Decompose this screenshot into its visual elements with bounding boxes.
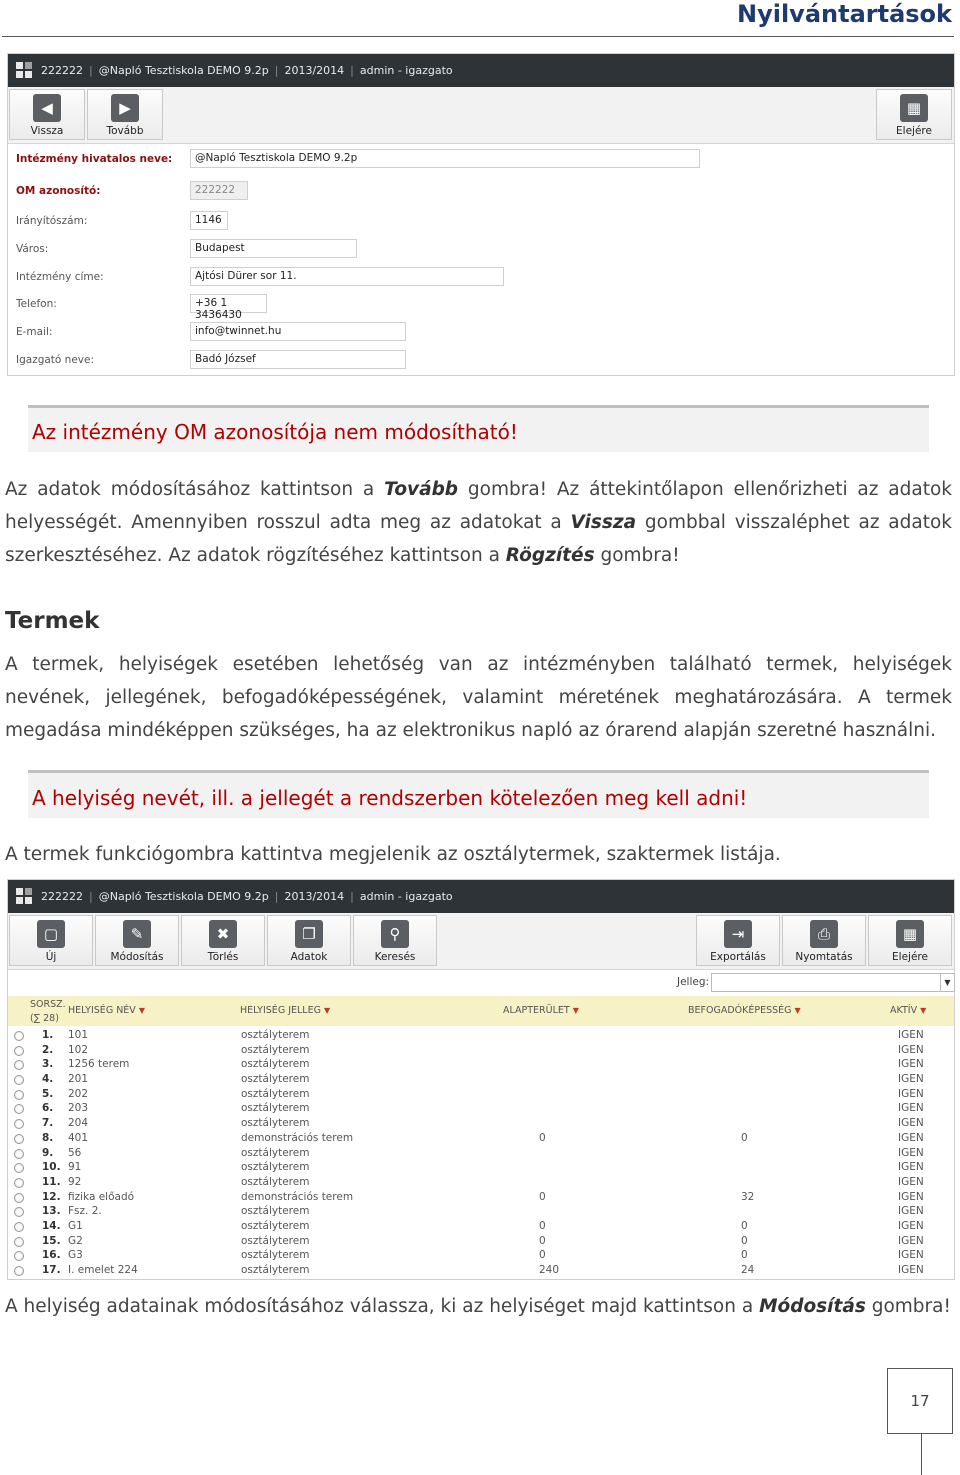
modify-instructions-paragraph — [5, 1290, 952, 1323]
type-filter-label: Jelleg: — [677, 976, 710, 988]
row-select-radio[interactable] — [14, 1119, 24, 1129]
start-button[interactable] — [876, 89, 952, 140]
grid-header — [8, 996, 954, 1026]
phone-field[interactable]: +36 1 3436430 — [190, 294, 267, 313]
room-capacity: 32 — [741, 1190, 755, 1203]
row-select-radio[interactable] — [14, 1149, 24, 1159]
col-name-header[interactable] — [68, 1005, 145, 1016]
titlebar-id: 222222 — [41, 890, 83, 903]
col-seq[interactable]: SORSZ. — [30, 999, 66, 1010]
room-type: osztályterem — [241, 1058, 310, 1071]
table-row[interactable] — [8, 1176, 954, 1191]
col-area: ALAPTERÜLET — [503, 1005, 570, 1016]
arrow-right-icon: ▶ — [111, 94, 139, 122]
room-active: IGEN — [898, 1219, 924, 1232]
next-button[interactable] — [87, 89, 163, 140]
row-number: 16. — [42, 1249, 61, 1262]
row-select-radio[interactable] — [14, 1237, 24, 1247]
room-name: 401 — [68, 1131, 89, 1144]
table-row[interactable] — [8, 1191, 954, 1206]
om-id-warning-text: Az intézmény OM azonosítója nem módosítható! — [32, 420, 518, 444]
table-row[interactable] — [8, 1029, 954, 1044]
table-row[interactable] — [8, 1147, 954, 1162]
room-capacity: 0 — [741, 1234, 748, 1247]
table-row[interactable] — [8, 1088, 954, 1103]
table-row[interactable] — [8, 1249, 954, 1264]
delete-x-icon: ✖ — [209, 920, 237, 948]
para1-bold-back: Vissza — [570, 512, 637, 533]
row-number: 15. — [42, 1234, 61, 1247]
app-logo-icon — [16, 888, 33, 905]
modify-button-label: Módosítás — [110, 951, 164, 963]
label-om-id: OM azonosító: — [16, 185, 101, 197]
zip-field[interactable]: 1146 — [190, 211, 228, 230]
printer-icon: ⎙ — [810, 920, 838, 948]
row-number: 3. — [42, 1058, 54, 1071]
row-select-radio[interactable] — [14, 1090, 24, 1100]
data-button[interactable] — [267, 915, 351, 966]
sort-down-icon: ▼ — [920, 1006, 927, 1015]
row-number: 17. — [42, 1264, 61, 1276]
sort-down-icon: ▼ — [138, 1006, 145, 1015]
header-rule — [2, 36, 954, 37]
room-name: 202 — [68, 1087, 89, 1100]
city-field[interactable]: Budapest — [190, 239, 357, 258]
rooms-toolbar — [8, 913, 954, 970]
row-number: 9. — [42, 1146, 54, 1159]
delete-button[interactable] — [181, 915, 265, 966]
institution-form-screenshot — [7, 53, 955, 376]
room-area: 240 — [539, 1264, 560, 1276]
form-toolbar — [8, 87, 954, 144]
room-name: 91 — [68, 1161, 82, 1174]
table-row[interactable] — [8, 1058, 954, 1073]
room-type: demonstrációs terem — [241, 1131, 354, 1144]
section-heading-rooms: Termek — [5, 608, 100, 634]
row-select-radio[interactable] — [14, 1178, 24, 1188]
room-type: osztályterem — [241, 1087, 310, 1100]
row-select-radio[interactable] — [14, 1207, 24, 1217]
row-number: 12. — [42, 1190, 61, 1203]
col-capacity: BEFOGADÓKÉPESSÉG — [688, 1005, 792, 1016]
room-type: osztályterem — [241, 1205, 310, 1218]
app-logo-icon — [16, 62, 33, 79]
room-name: 56 — [68, 1146, 82, 1159]
print-button-label: Nyomtatás — [795, 951, 853, 963]
table-row[interactable] — [8, 1264, 954, 1279]
export-button-label: Exportálás — [710, 951, 766, 963]
table-row[interactable] — [8, 1132, 954, 1147]
room-active: IGEN — [898, 1087, 924, 1100]
room-active: IGEN — [898, 1234, 924, 1247]
table-row[interactable] — [8, 1161, 954, 1176]
row-select-radio[interactable] — [14, 1193, 24, 1203]
table-row[interactable] — [8, 1102, 954, 1117]
sort-down-icon: ▼ — [794, 1006, 801, 1015]
room-name: 92 — [68, 1175, 82, 1188]
email-field[interactable]: info@twinnet.hu — [190, 322, 406, 341]
search-button[interactable] — [353, 915, 437, 966]
next-button-label: Tovább — [106, 125, 144, 137]
room-type: osztályterem — [241, 1102, 310, 1115]
table-row[interactable] — [8, 1117, 954, 1132]
para1-text-2: gombra! Az áttekintőlapon ellenőrizheti az adatok helyességét. Amennyiben rosszul adta meg az adatokat a — [5, 479, 952, 533]
back-button-label: Vissza — [30, 125, 64, 137]
room-area: 0 — [539, 1234, 546, 1247]
titlebar-school: @Napló Tesztiskola DEMO 9.2p — [98, 890, 269, 903]
export-button[interactable] — [696, 915, 780, 966]
table-row[interactable] — [8, 1205, 954, 1220]
room-capacity: 0 — [741, 1219, 748, 1232]
room-name: G1 — [68, 1219, 83, 1232]
para4-text-1: A helyiség adatainak módosításához válassza, ki az helyiséget majd kattintson a — [5, 1296, 760, 1317]
col-count: (∑ 28) — [30, 1013, 59, 1024]
room-name: 1256 terem — [68, 1058, 130, 1071]
rooms-intro-paragraph: A termek, helyiségek esetében lehetőség van az intézményben található termek, helyiségek nevének, jellegének, befogadóképességének, valamint méretének meghatározására. A termek megadása mindéképpen szükséges, ha az elektronikus napló az órarend alapján szeretné használni. — [5, 654, 952, 741]
row-select-radio[interactable] — [14, 1075, 24, 1085]
para1-bold-next: Tovább — [384, 479, 459, 500]
room-area: 0 — [539, 1131, 546, 1144]
row-select-radio[interactable] — [14, 1031, 24, 1041]
room-name: 201 — [68, 1073, 89, 1086]
room-capacity: 0 — [741, 1131, 748, 1144]
row-number: 7. — [42, 1117, 54, 1130]
edit-instructions-paragraph — [5, 473, 952, 572]
row-select-radio[interactable] — [14, 1104, 24, 1114]
para4-text-2: gombra! — [865, 1296, 951, 1317]
room-type: osztályterem — [241, 1249, 310, 1262]
room-capacity: 24 — [741, 1264, 755, 1276]
start-button[interactable] — [868, 915, 952, 966]
sort-down-icon: ▼ — [323, 1006, 331, 1015]
data-button-label: Adatok — [290, 951, 328, 963]
om-id-warning-note — [28, 405, 929, 452]
label-principal: Igazgató neve: — [16, 354, 95, 366]
label-phone: Telefon: — [16, 298, 57, 310]
room-active: IGEN — [898, 1117, 924, 1130]
row-number: 6. — [42, 1102, 54, 1115]
arrow-left-icon: ◀ — [33, 94, 61, 122]
row-select-radio[interactable] — [14, 1046, 24, 1056]
titlebar-year: 2013/2014 — [284, 64, 345, 77]
room-type: demonstrációs terem — [241, 1190, 354, 1203]
room-name: Fsz. 2. — [68, 1205, 102, 1218]
room-active: IGEN — [898, 1175, 924, 1188]
room-active: IGEN — [898, 1131, 924, 1144]
institution-name-field[interactable]: @Napló Tesztiskola DEMO 9.2p — [190, 149, 700, 168]
page-number-tail — [921, 1434, 922, 1475]
row-select-radio[interactable] — [14, 1163, 24, 1173]
label-address: Intézmény címe: — [16, 271, 104, 283]
export-icon: ⇥ — [724, 920, 752, 948]
room-active: IGEN — [898, 1249, 924, 1262]
row-select-radio[interactable] — [14, 1251, 24, 1261]
room-name: G3 — [68, 1249, 83, 1262]
room-type: osztályterem — [241, 1117, 310, 1130]
table-row[interactable] — [8, 1044, 954, 1059]
row-number: 13. — [42, 1205, 61, 1218]
room-name: 203 — [68, 1102, 89, 1115]
row-number: 5. — [42, 1087, 54, 1100]
room-active: IGEN — [898, 1161, 924, 1174]
sort-down-icon: ▼ — [572, 1006, 579, 1015]
room-active: IGEN — [898, 1146, 924, 1159]
room-active: IGEN — [898, 1029, 924, 1041]
rooms-list-screenshot — [7, 879, 955, 1280]
room-name: I. emelet 224 — [68, 1264, 138, 1276]
room-name: fizika előadó — [68, 1190, 135, 1203]
room-type: osztályterem — [241, 1234, 310, 1247]
grid-icon: ▦ — [900, 94, 928, 122]
required-fields-note — [28, 770, 929, 818]
print-button[interactable] — [782, 915, 866, 966]
grid-body — [8, 1026, 954, 1279]
delete-button-label: Törlés — [207, 951, 239, 963]
pencil-icon: ✎ — [123, 920, 151, 948]
table-row[interactable] — [8, 1220, 954, 1235]
para1-text-4: gombra! — [594, 545, 680, 566]
para1-bold-save: Rögzítés — [505, 545, 595, 566]
filter-row — [8, 970, 954, 996]
new-button-label: Új — [45, 951, 57, 963]
row-select-radio[interactable] — [14, 1134, 24, 1144]
row-select-radio[interactable] — [14, 1222, 24, 1232]
label-institution-name: Intézmény hivatalos neve: — [16, 153, 173, 165]
titlebar-year: 2013/2014 — [284, 890, 345, 903]
row-number: 14. — [42, 1219, 61, 1232]
room-active: IGEN — [898, 1190, 924, 1203]
row-number: 10. — [42, 1161, 61, 1174]
room-area: 0 — [539, 1219, 546, 1232]
label-email: E-mail: — [16, 326, 53, 338]
room-name: 102 — [68, 1043, 89, 1056]
row-number: 4. — [42, 1073, 54, 1086]
search-button-label: Keresés — [374, 951, 416, 963]
new-button[interactable] — [9, 915, 93, 966]
para1-text-1: Az adatok módosításához kattintson a — [5, 479, 385, 500]
room-type: osztályterem — [241, 1219, 310, 1232]
titlebar-user: admin - igazgato — [359, 64, 453, 77]
room-type: osztályterem — [241, 1043, 310, 1056]
room-area: 0 — [539, 1190, 546, 1203]
label-zip: Irányítószám: — [16, 215, 88, 227]
room-active: IGEN — [898, 1043, 924, 1056]
modify-button[interactable] — [95, 915, 179, 966]
start-button-label: Elejére — [896, 125, 932, 137]
grid-icon: ▦ — [896, 920, 924, 948]
room-name: 204 — [68, 1117, 89, 1130]
room-capacity: 0 — [741, 1249, 748, 1262]
titlebar-user: admin - igazgato — [359, 890, 453, 903]
col-name: HELYISÉG NÉV — [68, 1005, 136, 1016]
institution-form — [8, 144, 954, 375]
col-type: HELYISÉG JELLEG — [240, 1005, 321, 1016]
room-active: IGEN — [898, 1058, 924, 1071]
back-button[interactable] — [9, 89, 85, 140]
page-number: 17 — [887, 1368, 953, 1434]
titlebar-school: @Napló Tesztiskola DEMO 9.2p — [98, 64, 269, 77]
room-name: 101 — [68, 1029, 89, 1041]
room-active: IGEN — [898, 1073, 924, 1086]
row-number: 1. — [42, 1029, 54, 1041]
row-select-radio[interactable] — [14, 1060, 24, 1070]
required-fields-text: A helyiség nevét, ill. a jellegét a rendszerben kötelezően meg kell adni! — [32, 786, 748, 810]
app-titlebar: 222222 | @Napló Tesztiskola DEMO 9.2p | 2013/2014 | admin - igazgato — [8, 54, 954, 87]
room-type: osztályterem — [241, 1161, 310, 1174]
room-type: osztályterem — [241, 1073, 310, 1086]
app-titlebar: 222222 | @Napló Tesztiskola DEMO 9.2p | 2013/2014 | admin - igazgato — [8, 880, 954, 913]
room-type: osztályterem — [241, 1029, 310, 1041]
room-type: osztályterem — [241, 1146, 310, 1159]
page-header — [0, 0, 960, 38]
start-button-label: Elejére — [892, 951, 928, 963]
table-row[interactable] — [8, 1235, 954, 1250]
row-number: 2. — [42, 1043, 54, 1056]
room-type: osztályterem — [241, 1264, 310, 1276]
col-area-header[interactable] — [503, 1005, 579, 1016]
col-active: AKTÍV — [890, 1005, 918, 1016]
chevron-down-icon: ▼ — [940, 974, 954, 991]
col-active-header[interactable] — [890, 1005, 926, 1016]
room-active: IGEN — [898, 1264, 924, 1276]
col-capacity-header[interactable] — [688, 1005, 801, 1016]
new-document-icon: ▢ — [37, 920, 65, 948]
room-type: osztályterem — [241, 1175, 310, 1188]
rooms-list-paragraph: A termek funkciógombra kattintva megjelenik az osztálytermek, szaktermek listája. — [5, 844, 781, 865]
table-row[interactable] — [8, 1073, 954, 1088]
room-active: IGEN — [898, 1205, 924, 1218]
room-name: G2 — [68, 1234, 83, 1247]
para1-text-3: gombbal visszaléphet az adatok szerkesztéséhez. Az adatok rögzítéséhez kattintson a — [5, 512, 952, 566]
address-field[interactable]: Ajtósi Dürer sor 11. — [190, 267, 504, 286]
om-id-field: 222222 — [190, 181, 248, 200]
col-type-header[interactable] — [240, 1005, 330, 1016]
room-area: 0 — [539, 1249, 546, 1262]
page-title: Nyilvántartások — [736, 0, 952, 28]
row-number: 11. — [42, 1175, 61, 1188]
para4-bold-modify: Módosítás — [759, 1296, 866, 1317]
room-active: IGEN — [898, 1102, 924, 1115]
copy-icon: ❐ — [295, 920, 323, 948]
row-number: 8. — [42, 1131, 54, 1144]
search-icon: ⚲ — [381, 920, 409, 948]
label-city: Város: — [16, 243, 49, 255]
principal-field[interactable]: Badó József — [190, 350, 406, 369]
titlebar-id: 222222 — [41, 64, 83, 77]
row-select-radio[interactable] — [14, 1266, 24, 1276]
type-filter-select[interactable] — [711, 973, 955, 992]
